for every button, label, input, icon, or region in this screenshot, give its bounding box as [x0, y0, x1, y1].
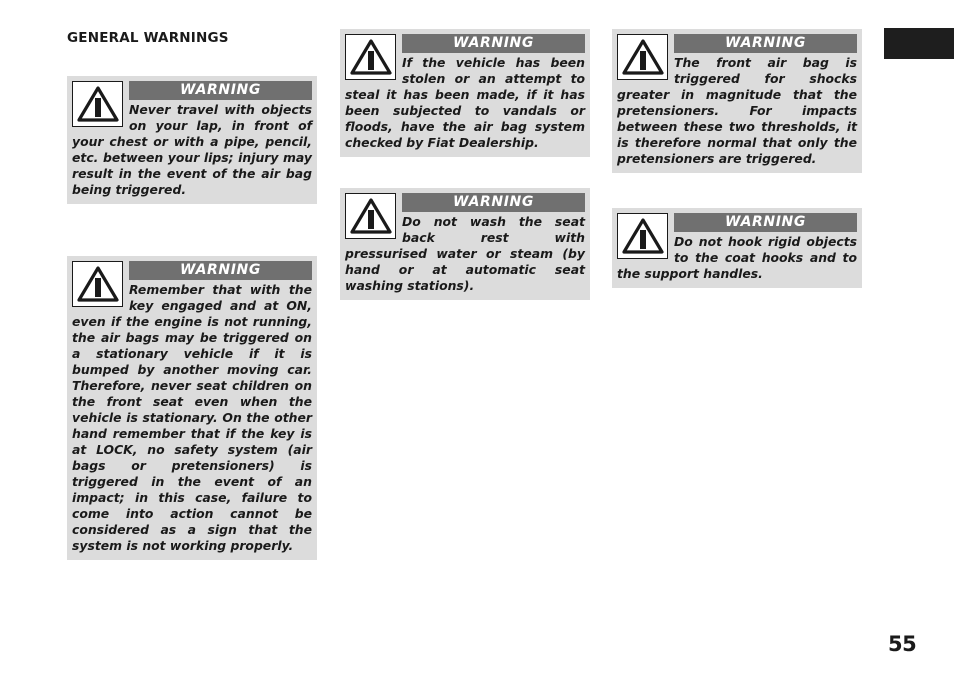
warning-triangle-icon [617, 213, 668, 259]
page-number: 55 [888, 632, 917, 656]
section-tab-marker [884, 28, 954, 59]
warning-text: If the vehicle has been stolen or an attempt to steal it has been made, if it has been subjected to vandals or floods, have the air bag system checked by Fiat Dealership. [345, 55, 585, 150]
warning-header: WARNING [674, 213, 857, 232]
warning-header: WARNING [129, 261, 312, 280]
warning-text: Remember that with the key engaged and at ON, even if the engine is not running, the air bags may be triggered on a stationary vehicle if it is bumped by another moving car. Therefore, never seat children on the front seat even when the vehicle is stationary. On the other hand remember that if the key is at LOCK, no safety system (air bags or pretensioners) is triggered in the event of an impact; in this case, failure to come into action cannot be considered as a sign that the system is not working properly. [72, 282, 312, 553]
section-title: GENERAL WARNINGS [67, 30, 229, 46]
warning-box-seat-washing [340, 188, 590, 300]
warning-text: Do not wash the seat back rest with pressurised water or steam (by hand or at automatic seat washing stations). [345, 214, 585, 293]
warning-header: WARNING [402, 34, 585, 53]
warning-box-stolen-vehicle [340, 29, 590, 157]
warning-triangle-icon [72, 261, 123, 307]
warning-text: The front air bag is triggered for shocks greater in magnitude that the pretensioners. For impacts between these two thresholds, it is therefore normal that only the pretensioners are triggered. [617, 55, 857, 166]
warning-header: WARNING [129, 81, 312, 100]
warning-text: Never travel with objects on your lap, in front of your chest or with a pipe, pencil, etc. between your lips; injury may result in the event of the air bag being triggered. [72, 102, 312, 197]
warning-box-key-on [67, 256, 317, 560]
warning-box-coat-hooks [612, 208, 862, 288]
warning-header: WARNING [674, 34, 857, 53]
warning-triangle-icon [72, 81, 123, 127]
warning-triangle-icon [345, 193, 396, 239]
warning-text: Do not hook rigid objects to the coat hooks and to the support handles. [617, 234, 857, 281]
warning-triangle-icon [345, 34, 396, 80]
warning-box-pretensioners [612, 29, 862, 173]
warning-triangle-icon [617, 34, 668, 80]
warning-box-objects-on-lap [67, 76, 317, 204]
warning-header: WARNING [402, 193, 585, 212]
